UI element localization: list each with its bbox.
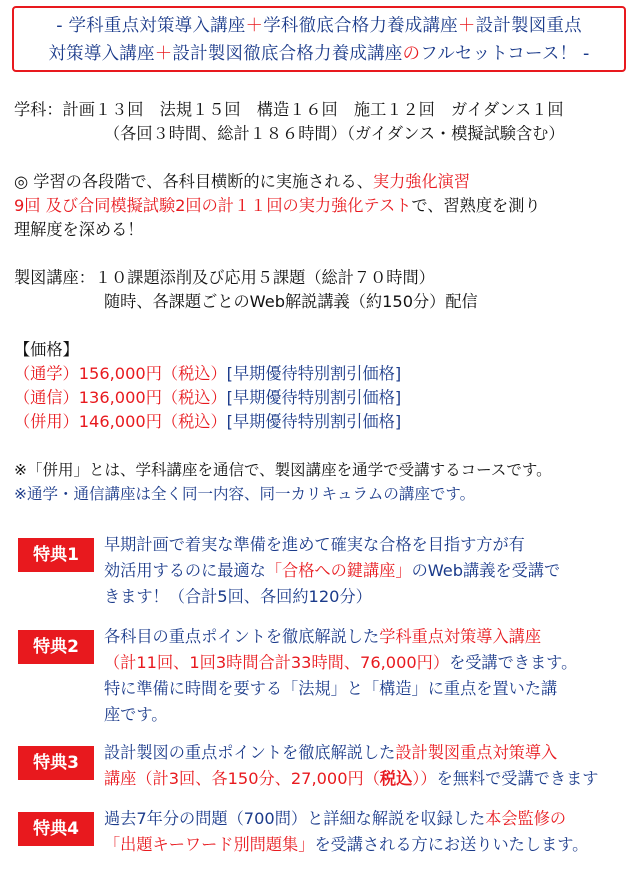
perk-highlight: （計11回、1回3時間合計33時間、76,000円） — [104, 653, 450, 672]
note-line-1: ※「併用」とは、学科講座を通信で、製図講座を通学で受講するコースです。 — [14, 461, 552, 479]
perk-2-text — [104, 624, 577, 728]
perk-text: を無料で受講できます — [436, 769, 599, 788]
perk-highlight: 学科重点対策導入講座 — [379, 627, 542, 646]
price-row — [14, 410, 401, 434]
headline-line-1 — [14, 12, 624, 40]
pricing-title: 【価格】 — [14, 340, 79, 359]
perk-text: 各科目の重点ポイントを徹底解説した — [104, 627, 380, 646]
gakka-line-1: 学科：計画１３回 法規１５回 構造１６回 施工１２回 ガイダンス１回 — [14, 100, 564, 119]
perk-highlight: 設計製図重点対策導入 — [395, 743, 558, 762]
perk-highlight: 税込 — [379, 769, 413, 788]
jitsuryoku-highlight: 9回 及び合同模擬試験2回の計１１回の実力強化テスト — [14, 196, 412, 215]
perk-text: 過去7年分の問題（700問）と詳細な解説を収録した — [104, 809, 486, 828]
jitsuryoku-text: ◎ 学習の各段階で、各科目横断的に実施される、 — [14, 172, 373, 191]
jitsuryoku-text: で、習熟度を測り — [411, 196, 541, 215]
perk-line — [104, 558, 560, 584]
perk-4-text — [104, 806, 588, 858]
perk-line — [104, 832, 588, 858]
price-label: （通信）136,000円（税込） — [14, 388, 227, 407]
plus-sign: ＋ — [245, 16, 264, 36]
headline-text: 設計製図徹底合格力養成講座 — [172, 44, 403, 64]
price-note: [早期優待特別割引価格] — [226, 388, 402, 407]
perk-text: のWeb講義を受講で — [411, 561, 561, 580]
perk-highlight: 「合格への鍵講座」 — [265, 561, 412, 580]
plus-sign: ＋ — [457, 16, 476, 36]
perk-line — [104, 650, 577, 676]
gakka-line-2: （各回３時間、総計１８６時間）（ガイダンス・模擬試験含む） — [104, 124, 565, 143]
perk-highlight: 講座（計3回、各150分、27,000円（ — [104, 769, 380, 788]
perk-line: 座です。 — [104, 705, 168, 724]
perk-highlight: ）） — [412, 769, 437, 788]
price-row — [14, 386, 401, 410]
price-note: [早期優待特別割引価格] — [226, 364, 402, 383]
perk-badge-2: 特典2 — [18, 630, 94, 664]
perk-text: 設計製図の重点ポイントを徹底解説した — [104, 743, 396, 762]
price-label: （併用）146,000円（税込） — [14, 412, 227, 431]
perk-text: を受講できます。 — [449, 653, 578, 672]
perk-highlight: 「出題キーワード別問題集」 — [104, 835, 315, 854]
perk-badge-3: 特典3 — [18, 746, 94, 780]
headline-text: の — [402, 44, 421, 64]
perk-line: きます！（合計5回、各回約120分） — [104, 587, 372, 606]
headline-text: 設計製図重点 — [475, 16, 582, 36]
perk-line — [104, 766, 598, 792]
headline-text: 学科徹底合格力養成講座 — [263, 16, 458, 36]
perk-badge-1: 特典1 — [18, 538, 94, 572]
price-note: [早期優待特別割引価格] — [226, 412, 402, 431]
headline-text: フルセットコース！ - — [420, 44, 590, 64]
perk-badge-4: 特典4 — [18, 812, 94, 846]
seizu-line-2: 随時、各課題ごとのWeb解説講義（約150分）配信 — [104, 292, 478, 311]
note-line-2: ※通学・通信講座は全く同一内容、同一カリキュラムの講座です。 — [14, 485, 476, 503]
perk-line — [104, 806, 588, 832]
jitsuryoku-line-3: 理解度を深める！ — [14, 220, 144, 239]
perk-line: 特に準備に時間を要する「法規」と「構造」に重点を置いた講 — [104, 679, 558, 698]
perk-1-text — [104, 532, 560, 610]
headline-line-2 — [14, 40, 624, 68]
price-label: （通学）156,000円（税込） — [14, 364, 227, 383]
headline-box — [12, 6, 626, 72]
perk-text: を受講される方にお送りいたします。 — [314, 835, 589, 854]
headline-text: - 学科重点対策導入講座 — [56, 16, 246, 36]
headline-text: 対策導入講座 — [48, 44, 155, 64]
jitsuryoku-highlight: 実力強化演習 — [372, 172, 471, 191]
price-row — [14, 362, 401, 386]
seizu-line-1: 製図講座：１０課題添削及び応用５課題（総計７０時間） — [14, 268, 435, 287]
perk-line — [104, 624, 577, 650]
perk-text: 効活用するのに最適な — [104, 561, 266, 580]
jitsuryoku-line-2 — [14, 194, 541, 218]
perk-3-text — [104, 740, 598, 792]
perk-line: 早期計画で着実な準備を進めて確実な合格を目指す方が有 — [104, 535, 525, 554]
perk-highlight: 本会監修の — [485, 809, 567, 828]
plus-sign: ＋ — [154, 44, 173, 64]
jitsuryoku-line-1 — [14, 170, 470, 194]
perk-line — [104, 740, 598, 766]
